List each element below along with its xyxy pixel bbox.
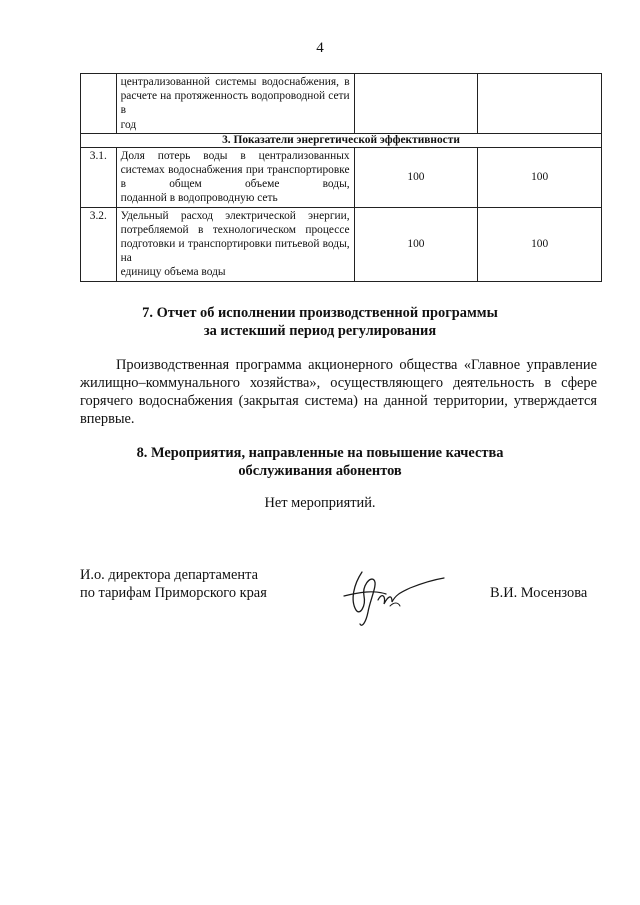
desc-line: водоснабжения, в расчете на xyxy=(120,76,350,103)
desc-line-last: поданной в водопроводную сеть xyxy=(120,192,278,205)
desc-line: транспортировки питьевой воды, на xyxy=(120,238,350,265)
value-cell-2: 100 xyxy=(478,147,602,207)
desc-line: транспортировке в общем объеме воды, xyxy=(120,164,350,191)
position-line1: И.о. директора департамента xyxy=(80,567,258,583)
section-7-title-line2: за истекший период регулирования xyxy=(203,323,437,339)
desc-line: технологическом процессе подготовки и xyxy=(120,223,350,251)
row-description-cell xyxy=(116,147,354,207)
desc-line: протяженность водопроводной сети в xyxy=(120,90,350,117)
section-8-heading xyxy=(0,444,640,480)
desc-line-last: единицу объема воды xyxy=(120,266,226,279)
row-number-cell xyxy=(81,74,117,134)
row-number: 3.1. xyxy=(81,147,117,207)
desc-line-last: год xyxy=(120,118,137,131)
section-8-text: Нет мероприятий. xyxy=(264,495,376,511)
signatory-position xyxy=(80,566,267,602)
indicators-table xyxy=(80,73,602,282)
handwritten-signature xyxy=(340,566,450,630)
value-cell-2 xyxy=(478,74,602,134)
desc-line: Доля потерь воды в централизованных xyxy=(120,149,350,162)
row-description-cell xyxy=(116,207,354,281)
row-description-cell xyxy=(116,74,354,134)
section-7-text: Производственная программа акционерного общества «Главное управление жилищно–коммунального хозяйства», осуществляющего деятельность в сфере горячего водоснабжения (закрытая система) на данной территории, утверждается впервые. xyxy=(80,357,597,427)
desc-line: системах водоснабжения при xyxy=(120,164,264,177)
section-8-title-line2: обслуживания абонентов xyxy=(238,463,402,479)
table-row xyxy=(81,207,602,281)
value-cell-1 xyxy=(354,74,478,134)
table-row xyxy=(81,147,602,207)
desc-line: Удельный расход электрической xyxy=(120,209,296,222)
value-cell-2: 100 xyxy=(478,207,602,281)
signatory-name: В.И. Мосензова xyxy=(490,585,588,601)
value-cell-1: 100 xyxy=(354,207,478,281)
position-line2: по тарифам Приморского края xyxy=(80,585,267,601)
table-row xyxy=(81,74,602,134)
page-number: 4 xyxy=(316,40,324,56)
desc-line: энергии, потребляемой в xyxy=(120,209,350,236)
section-7-title-line1: 7. Отчет об исполнении производственной программы xyxy=(142,305,498,321)
section-header-row xyxy=(81,133,602,147)
section-8-title-line1: 8. Мероприятия, направленные на повышение качества xyxy=(136,445,504,461)
section-7-heading xyxy=(0,304,640,340)
desc-line: централизованной системы xyxy=(120,76,257,88)
row-number: 3.2. xyxy=(81,207,117,281)
value-cell-1: 100 xyxy=(354,147,478,207)
section-3-title: 3. Показатели энергетической эффективности xyxy=(81,133,602,147)
